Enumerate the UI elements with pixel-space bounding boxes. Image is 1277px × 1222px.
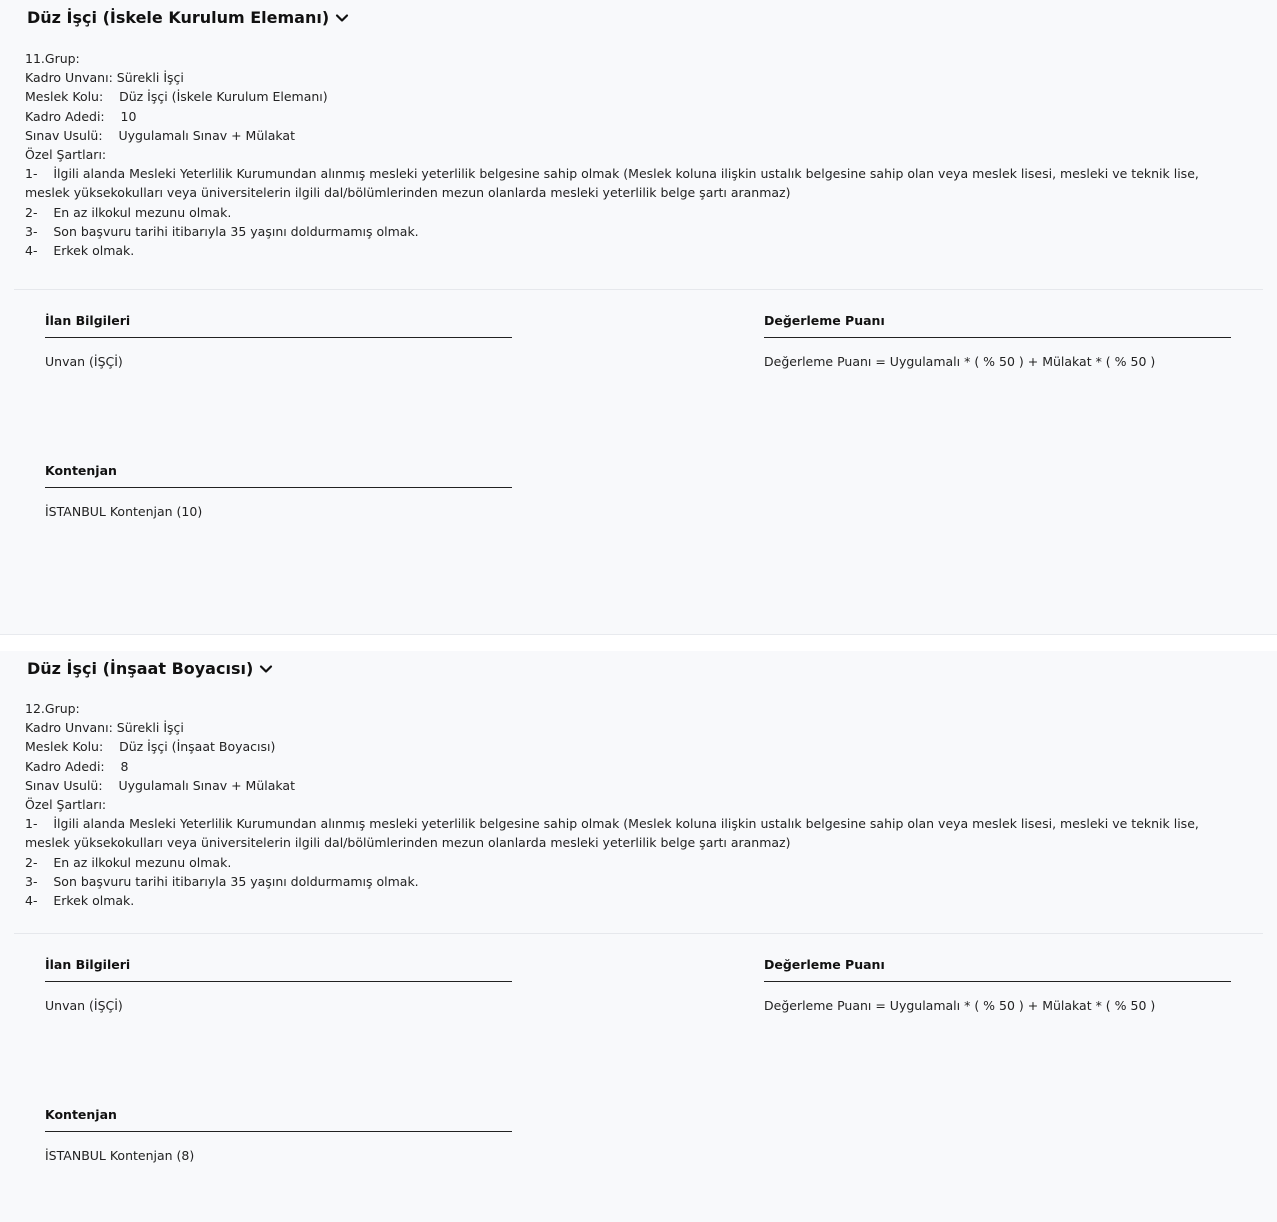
desc-line: Özel Şartları: xyxy=(25,147,107,163)
degerleme-heading: Değerleme Puanı xyxy=(764,313,885,328)
desc-line: 2- En az ilkokul mezunu olmak. xyxy=(25,204,232,220)
desc-line: Özel Şartları: xyxy=(25,797,107,813)
section-separator xyxy=(0,634,1277,651)
degerleme-puani-block xyxy=(764,313,1231,369)
ilan-bilgileri-block xyxy=(45,313,512,369)
heading-rule xyxy=(45,1131,512,1132)
heading-rule xyxy=(45,487,512,488)
group-description xyxy=(25,699,1225,910)
desc-line: 11.Grup: xyxy=(25,51,80,66)
degerleme-value: Değerleme Puanı = Uygulamalı * ( % 50 ) + Mülakat * ( % 50 ) xyxy=(764,354,1156,369)
degerleme-puani-block xyxy=(764,957,1231,1013)
desc-line: 3- Son başvuru tarihi itibarıyla 35 yaşını doldurmamış olmak. xyxy=(25,873,419,889)
group-title: Düz İşçi (İskele Kurulum Elemanı) xyxy=(27,8,330,27)
heading-rule xyxy=(764,981,1231,982)
heading-rule xyxy=(45,981,512,982)
kontenjan-value: İSTANBUL Kontenjan (8) xyxy=(45,1148,195,1163)
kontenjan-block xyxy=(45,1107,512,1163)
desc-line: 1- İlgili alanda Mesleki Yeterlilik Kurumundan alınmış mesleki yeterlilik belgesine sahip olmak (Meslek koluna ilişkin ustalık belgesine sahip olan veya meslek lisesi, mesleki ve teknik lise, meslek yüksekokulları veya üniversitelerin ilgili dal/bölümlerinden mezun olanlarda mesleki yeterlilik belge şartı aranmaz) xyxy=(25,166,1203,201)
desc-line: Kadro Adedi: 8 xyxy=(25,758,129,774)
group-title: Düz İşçi (İnşaat Boyacısı) xyxy=(27,659,254,678)
desc-line: Kadro Unvanı: Sürekli İşçi xyxy=(25,720,184,736)
chevron-down-icon xyxy=(334,10,350,26)
ilan-bilgileri-block xyxy=(45,957,512,1013)
kontenjan-value: İSTANBUL Kontenjan (10) xyxy=(45,504,203,519)
desc-line: Sınav Usulü: Uygulamalı Sınav + Mülakat xyxy=(25,777,295,793)
desc-line: 2- En az ilkokul mezunu olmak. xyxy=(25,854,232,870)
desc-line: Meslek Kolu: Düz İşçi (İnşaat Boyacısı) xyxy=(25,739,276,755)
heading-rule xyxy=(764,337,1231,338)
desc-line: Meslek Kolu: Düz İşçi (İskele Kurulum Elemanı) xyxy=(25,89,328,105)
desc-line: Kadro Unvanı: Sürekli İşçi xyxy=(25,70,184,86)
group-title-toggle[interactable] xyxy=(27,8,350,27)
desc-line: 12.Grup: xyxy=(25,701,80,716)
kontenjan-heading: Kontenjan xyxy=(45,463,117,478)
desc-line: 4- Erkek olmak. xyxy=(25,243,135,259)
ilan-heading: İlan Bilgileri xyxy=(45,313,131,328)
chevron-down-icon xyxy=(258,661,274,677)
desc-line: Kadro Adedi: 10 xyxy=(25,108,137,124)
divider xyxy=(14,289,1263,290)
desc-line: 4- Erkek olmak. xyxy=(25,893,135,909)
desc-line: 1- İlgili alanda Mesleki Yeterlilik Kurumundan alınmış mesleki yeterlilik belgesine sahip olmak (Meslek koluna ilişkin ustalık belgesine sahip olan veya meslek lisesi, mesleki ve teknik lise, meslek yüksekokulları veya üniversitelerin ilgili dal/bölümlerinden mezun olanlarda mesleki yeterlilik belge şartı aranmaz) xyxy=(25,816,1203,851)
group-title-toggle[interactable] xyxy=(27,659,274,678)
divider xyxy=(14,933,1263,934)
desc-line: 3- Son başvuru tarihi itibarıyla 35 yaşını doldurmamış olmak. xyxy=(25,223,419,239)
group-description xyxy=(25,49,1225,260)
desc-line: Sınav Usulü: Uygulamalı Sınav + Mülakat xyxy=(25,127,295,143)
degerleme-value: Değerleme Puanı = Uygulamalı * ( % 50 ) + Mülakat * ( % 50 ) xyxy=(764,998,1156,1013)
heading-rule xyxy=(45,337,512,338)
kontenjan-block xyxy=(45,463,512,519)
degerleme-heading: Değerleme Puanı xyxy=(764,957,885,972)
ilan-value: Unvan (İŞÇİ) xyxy=(45,354,123,369)
ilan-value: Unvan (İŞÇİ) xyxy=(45,998,123,1013)
kontenjan-heading: Kontenjan xyxy=(45,1107,117,1122)
ilan-heading: İlan Bilgileri xyxy=(45,957,131,972)
group-section xyxy=(0,651,1277,1222)
